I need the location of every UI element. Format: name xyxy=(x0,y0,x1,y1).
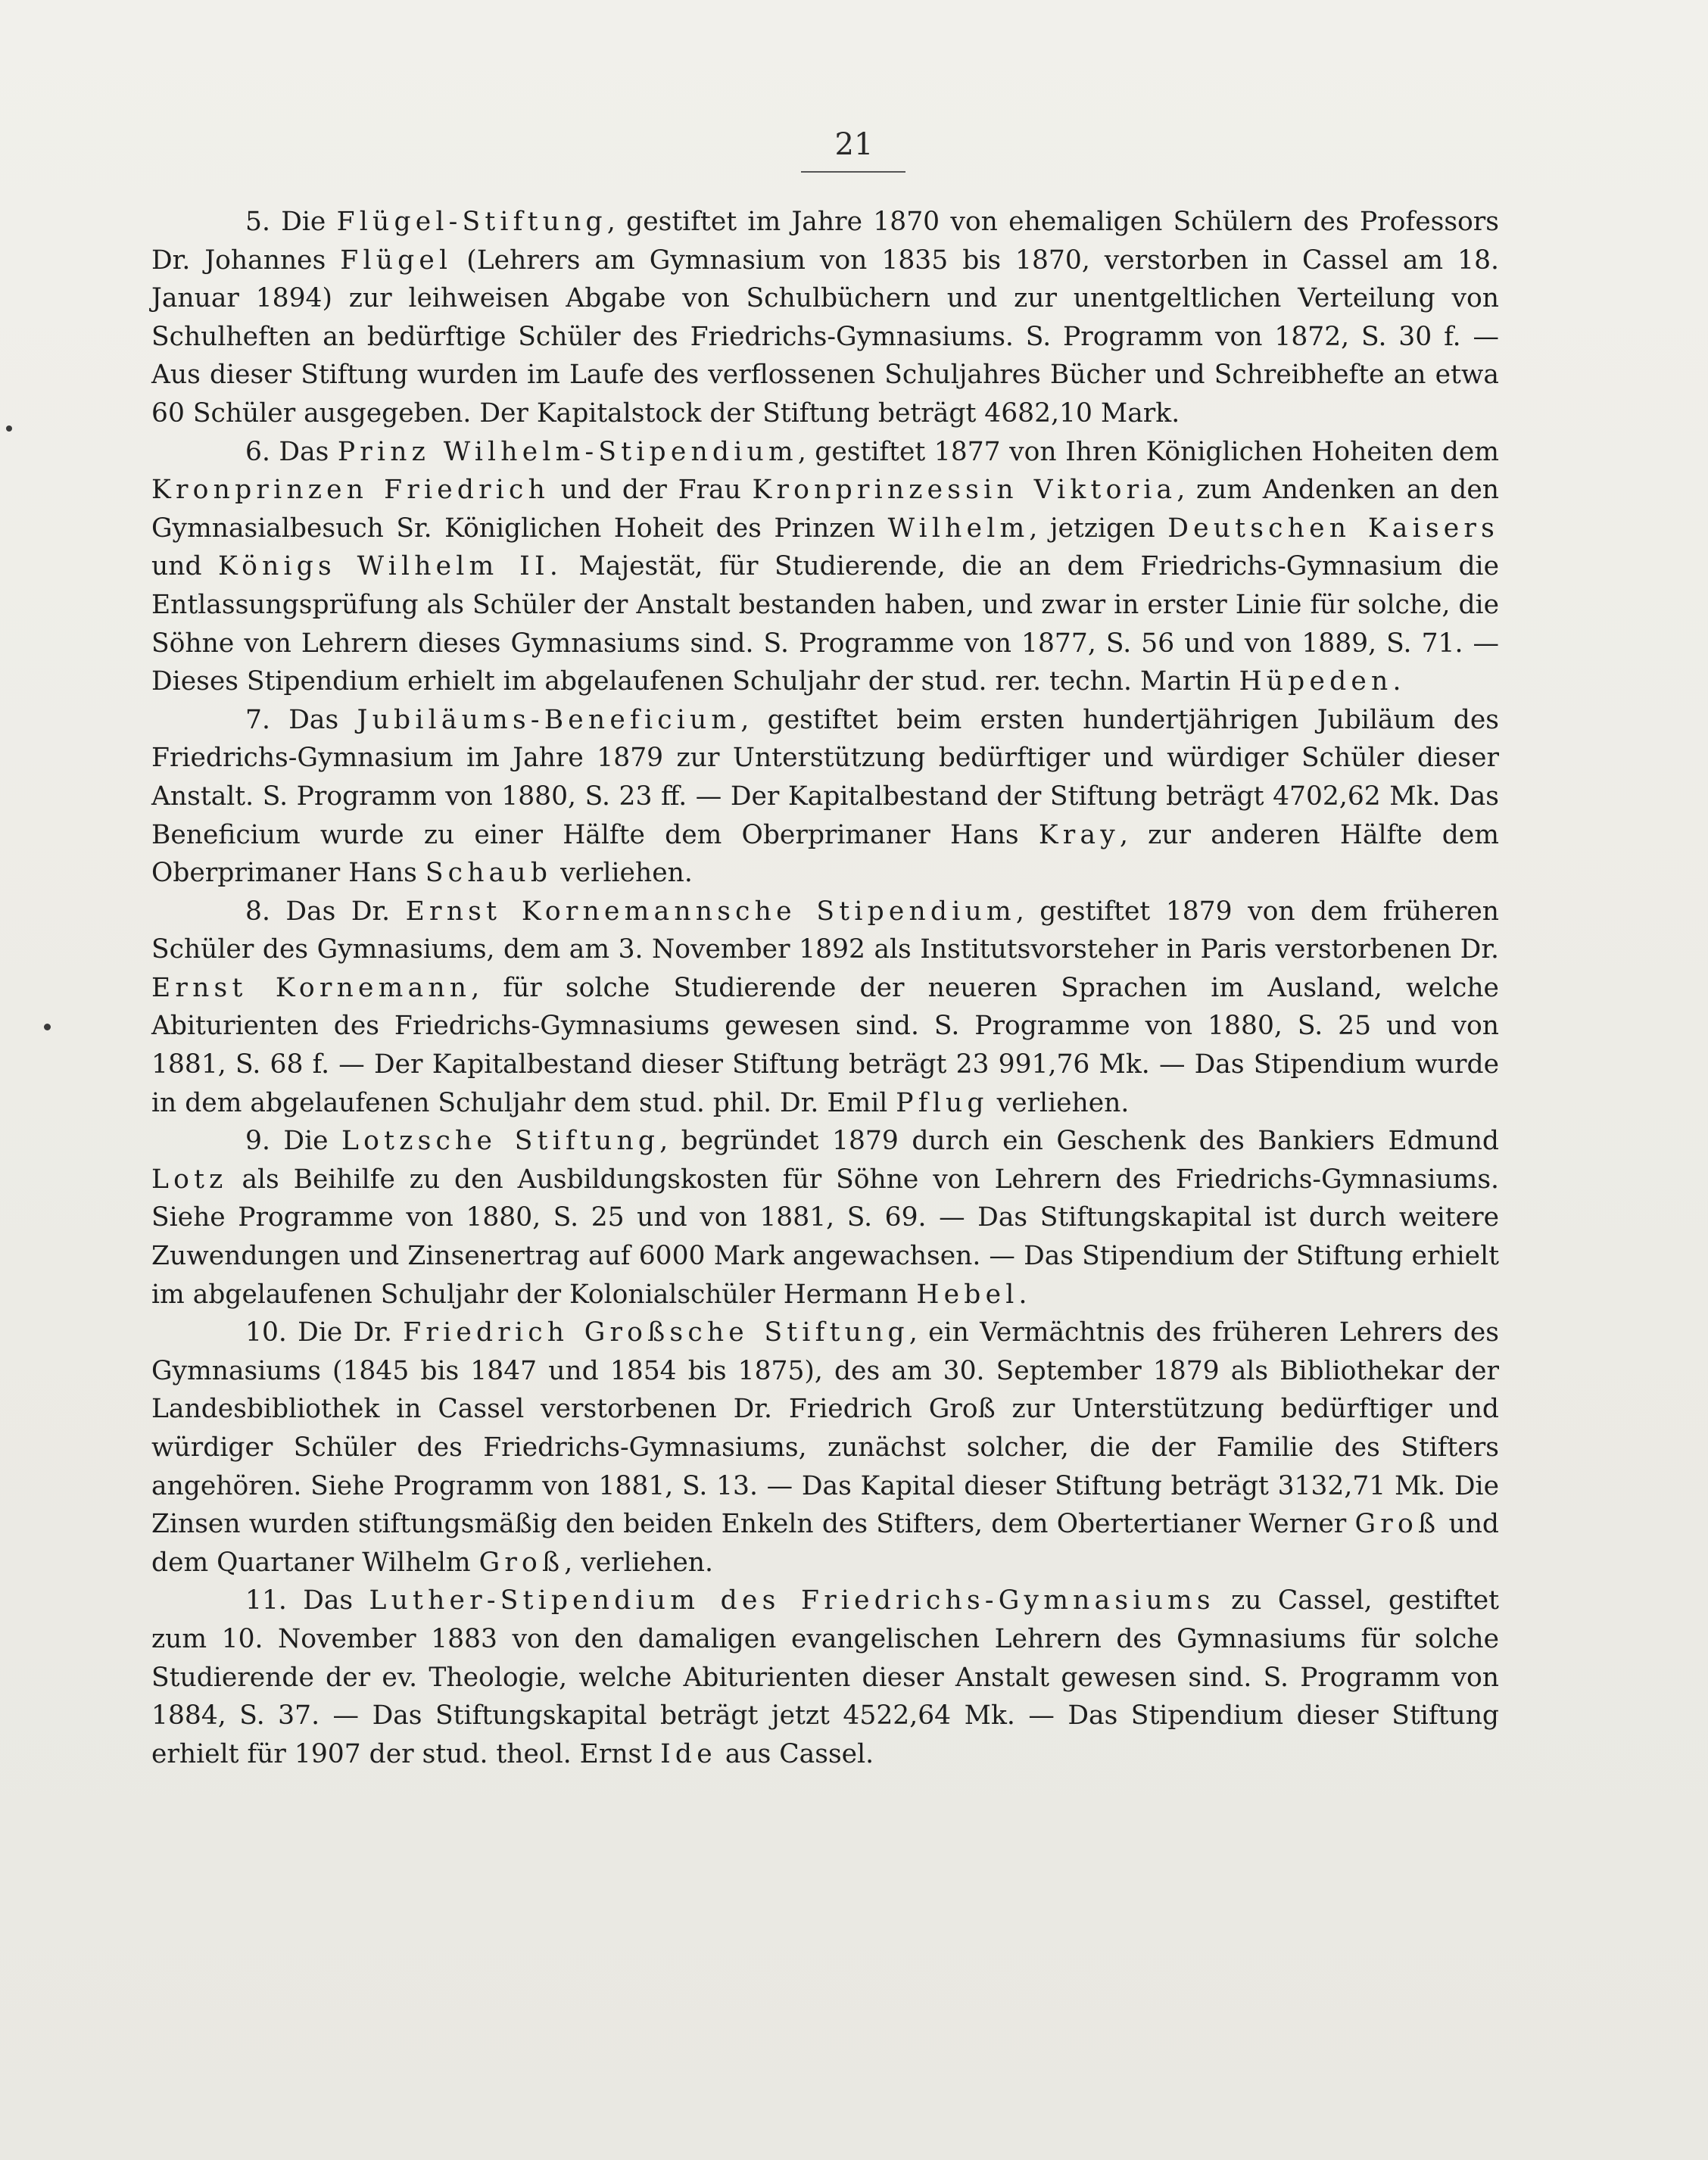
header-rule xyxy=(801,171,905,173)
spaced-name: Ide xyxy=(660,1738,717,1769)
spaced-name: Wilhelm xyxy=(887,513,1030,544)
text-run: verliehen. xyxy=(988,1087,1130,1118)
spaced-name: Deutschen Kaisers xyxy=(1167,513,1499,544)
text-run: 7. Das xyxy=(245,704,357,735)
text-run: verliehen. xyxy=(552,858,693,889)
text-run: und der Frau xyxy=(550,475,753,506)
spaced-name: Hüpeden xyxy=(1239,666,1393,697)
paragraph-10 xyxy=(151,1314,1499,1582)
paragraph-5 xyxy=(151,203,1499,433)
spaced-name: Lotzsche Stiftung xyxy=(341,1126,660,1157)
spaced-name: Groß xyxy=(478,1547,565,1578)
paragraph-8 xyxy=(151,893,1499,1123)
text-run: , zur anderen Hälfte dem Oberprimaner Hans xyxy=(151,819,1499,889)
spaced-name: Jubiläums-Beneficium xyxy=(357,704,741,735)
text-run: , gestiftet beim ersten hundertjährigen Jubiläum des Friedrichs-Gymnasium im Jahre 1879 zur Unterstützung bedürftiger und würdiger Schüler dieser Anstalt. S. Programm von 1880, S. 23 ff. — Der Kapitalbestand der Stiftung beträgt 4702,62 Mk. Das Beneficium wurde zu einer Hälfte dem Oberprimaner Hans xyxy=(151,704,1499,850)
text-run: , für solche Studierende der neueren Sprachen im Ausland, welche Abiturienten des Friedrichs-Gymnasiums gewesen sind. S. Programme von 1880, S. 25 und von 1881, S. 68 f. — Der Kapitalbestand dieser Stiftung beträgt 23 991,76 Mk. — Das Stipendium wurde in dem abgelaufenen Schuljahr dem stud. phil. Dr. Emil xyxy=(151,972,1499,1118)
spaced-name: Ernst Kornemann xyxy=(151,972,472,1003)
text-run: (Lehrers am Gymnasium von 1835 bis 1870, verstorben in Cassel am 18. Januar 1894) zur leihweisen Abgabe von Schulbüchern und zur unentgeltlichen Verteilung von Schulheften an bedürftige Schüler des Friedrichs-Gymnasiums. S. Programm von 1872, S. 30 f. — Aus dieser Stiftung wurden im Laufe des verflossenen Schuljahres Bücher und Schreibhefte an etwa 60 Schüler ausgegeben. Der Kapitalstock der Stiftung beträgt 4682,10 Mark. xyxy=(151,245,1499,429)
text-run: , gestiftet im Jahre 1870 von ehemaligen Schülern des Professors Dr. Johannes xyxy=(151,207,1499,276)
spaced-name: Schaub xyxy=(425,858,553,889)
spaced-name: Friedrich Großsche Stiftung xyxy=(403,1317,909,1348)
spaced-name: Lotz xyxy=(151,1164,228,1195)
spaced-name: Ernst Kornemannsche Stipendium xyxy=(405,896,1016,927)
text-run: und dem Quartaner Wilhelm xyxy=(151,1509,1499,1578)
spaced-name: Königs Wilhelm II. xyxy=(218,551,563,582)
text-run: und xyxy=(151,551,219,582)
body-text xyxy=(151,203,1499,1773)
text-run: 8. Das Dr. xyxy=(245,896,406,927)
spaced-name: Kronprinzen Friedrich xyxy=(151,475,550,506)
spaced-name: Pflug xyxy=(896,1087,989,1118)
text-run: als Beihilfe zu den Ausbildungskosten für Söhne von Lehrern des Friedrichs-Gymnasiums. Siehe Programme von 1880, S. 25 und von 1881, S. 69. — Das Stiftungskapital ist durch weitere Zuwendungen und Zinsenertrag auf 6000 Mark angewachsen. — Das Stipendium der Stiftung erhielt im abgelaufenen Schuljahr der Kolonialschüler Hermann xyxy=(151,1164,1499,1310)
paragraph-9 xyxy=(151,1122,1499,1314)
spaced-name: Flügel xyxy=(340,245,453,276)
text-run: , gestiftet 1877 von Ihren Königlichen Hoheiten dem xyxy=(797,436,1499,467)
text-run: , begründet 1879 durch ein Geschenk des Bankiers Edmund xyxy=(659,1126,1499,1157)
spaced-name: Kray xyxy=(1038,819,1120,850)
text-run: . xyxy=(1392,666,1401,697)
margin-speck xyxy=(6,425,12,432)
spaced-name: Luther-Stipendium des Friedrichs-Gymnasiums xyxy=(369,1585,1215,1616)
paragraph-6 xyxy=(151,433,1499,701)
spaced-name: Kronprinzessin Viktoria xyxy=(752,475,1177,506)
paragraph-7 xyxy=(151,701,1499,893)
spaced-name: Prinz Wilhelm-Stipendium xyxy=(337,436,798,467)
spaced-name: Groß xyxy=(1354,1509,1441,1540)
text-run: 5. Die xyxy=(245,207,337,237)
text-run: 9. Die xyxy=(245,1126,342,1157)
text-run: 11. Das xyxy=(245,1585,369,1616)
text-run: Majestät, für Studierende, die an dem Friedrichs-Gymnasium die Entlassungsprüfung als Schüler der Anstalt bestanden haben, und zwar in erster Linie für solche, die Söhne von Lehrern dieses Gymnasiums sind. S. Programme von 1877, S. 56 und von 1889, S. 71. — Dieses Stipendium erhielt im abgelaufenen Schuljahr der stud. rer. techn. Martin xyxy=(151,551,1499,697)
text-run: 10. Die Dr. xyxy=(245,1317,404,1348)
text-run: , gestiftet 1879 von dem früheren Schüler des Gymnasiums, dem am 3. November 1892 als Institutsvorsteher in Paris verstorbenen Dr. xyxy=(151,896,1499,965)
text-run: , verliehen. xyxy=(564,1547,713,1578)
text-run: , zum Andenken an den Gymnasialbesuch Sr. Königlichen Hoheit des Prinzen xyxy=(151,475,1499,544)
text-run: 6. Das xyxy=(245,436,338,467)
text-run: . xyxy=(1018,1279,1027,1310)
spaced-name: Hebel xyxy=(916,1279,1019,1310)
text-run: , ein Vermächtnis des früheren Lehrers des Gymnasiums (1845 bis 1847 und 1854 bis 1875), des am 30. September 1879 als Bibliothekar der Landesbibliothek in Cassel verstorbenen Dr. Friedrich Groß zur Unterstützung bedürftiger und würdiger Schüler des Friedrichs-Gymnasiums, zunächst solcher, die der Familie des Stifters angehören. Siehe Programm von 1881, S. 13. — Das Kapital dieser Stiftung beträgt 3132,71 Mk. Die Zinsen wurden stiftungsmäßig den beiden Enkeln des Stifters, dem Obertertianer Werner xyxy=(151,1317,1499,1540)
text-run: aus Cassel. xyxy=(716,1738,874,1769)
margin-speck xyxy=(44,1024,51,1030)
page-number: 21 xyxy=(834,127,874,162)
text-run: zu Cassel, gestiftet zum 10. November 1883 von den damaligen evangelischen Lehrern des Gymnasiums für solche Studierende der ev. Theologie, welche Abiturienten dieser Anstalt gewesen sind. S. Programm von 1884, S. 37. — Das Stiftungskapital beträgt jetzt 4522,64 Mk. — Das Stipendium dieser Stiftung erhielt für 1907 der stud. theol. Ernst xyxy=(151,1585,1499,1769)
spaced-name: Flügel-Stiftung xyxy=(336,207,607,237)
paragraph-11 xyxy=(151,1582,1499,1773)
text-run: , jetzigen xyxy=(1029,513,1168,544)
